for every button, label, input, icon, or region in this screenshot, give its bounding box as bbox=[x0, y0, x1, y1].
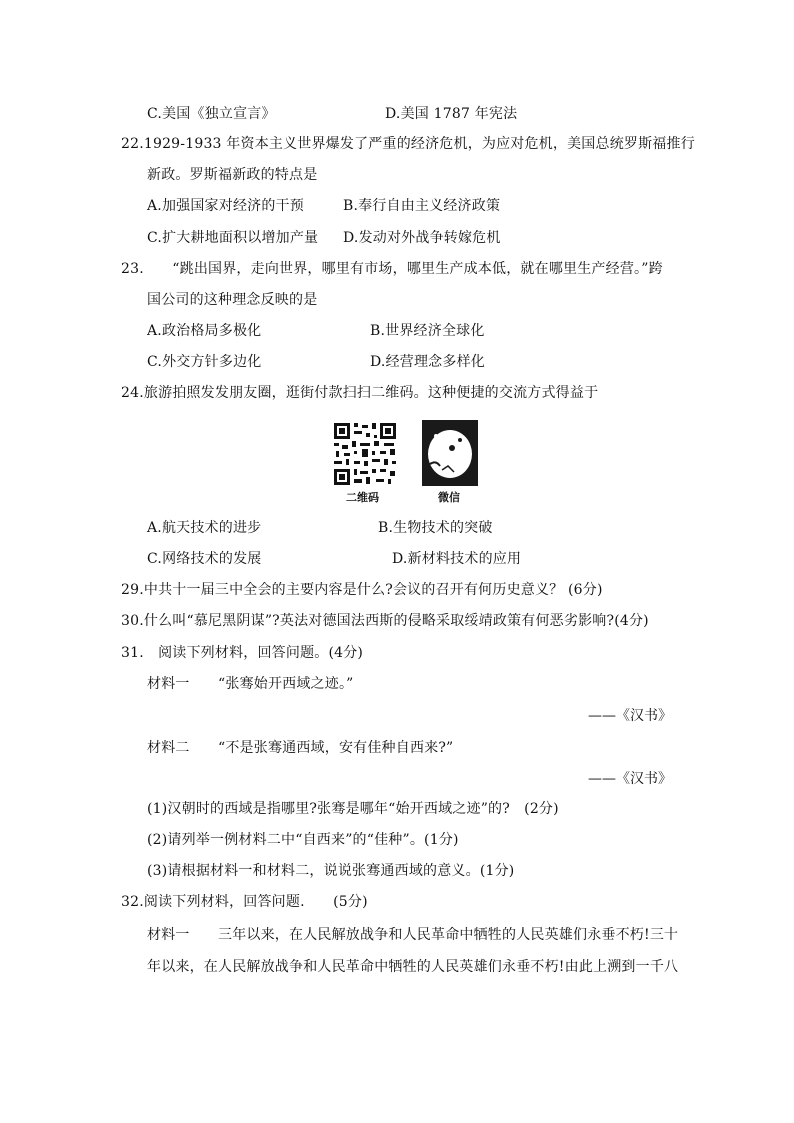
q30-text: 30.什么叫“慕尼黑阴谋”?英法对德国法西斯的侵略采取绥靖政策有何恶劣影响?(4分) bbox=[121, 613, 649, 629]
qr-code-image bbox=[332, 421, 398, 487]
wechat-caption: 微信 bbox=[438, 491, 460, 504]
q23-stem-line2: 国公司的这种理念反映的是 bbox=[147, 292, 318, 308]
q21-option-d: D.美国 1787 年宪法 bbox=[385, 106, 518, 122]
q23-option-a: A.政治格局多极化 bbox=[147, 323, 262, 339]
q31-subquestion-1: (1)汉朝时的西域是指哪里?张骞是哪年“始开西域之迹”的? (2分) bbox=[147, 801, 559, 817]
q23-option-b: B.世界经济全球化 bbox=[370, 323, 485, 339]
q24-option-c: C.网络技术的发展 bbox=[147, 551, 262, 567]
q24-option-a: A.航天技术的进步 bbox=[147, 520, 262, 536]
q31-material-one: 材料一 “张骞始开西域之迹。” bbox=[147, 676, 354, 692]
q32-stem: 32.阅读下列材料，回答问题. (5分) bbox=[121, 894, 368, 910]
q31-subquestion-3: (3)请根据材料一和材料二，说说张骞通西域的意义。(1分) bbox=[147, 863, 515, 879]
q21-option-c: C.美国《独立宣言》 bbox=[147, 106, 276, 122]
wechat-logo-image bbox=[422, 420, 478, 486]
q24-option-b: B.生物技术的突破 bbox=[378, 520, 493, 536]
q31-subquestion-2: (2)请列举一例材料二中“自西来”的“佳种”。(1分) bbox=[147, 832, 459, 848]
q29-text: 29.中共十一届三中全会的主要内容是什么?会议的召开有何历史意义？ (6分) bbox=[121, 582, 603, 598]
q32-material-one-line2: 年以来，在人民解放战争和人民革命中牺牲的人民英雄们永垂不朽!由此上溯到一千八 bbox=[147, 959, 679, 975]
q22-option-d: D.发动对外战争转嫁危机 bbox=[343, 230, 501, 246]
q22-stem-line1: 22.1929-1933 年资本主义世界爆发了严重的经济危机，为应对危机，美国总统罗斯福推行 bbox=[121, 136, 695, 152]
qr-code-caption: 二维码 bbox=[346, 491, 379, 504]
q22-stem-line2: 新政。罗斯福新政的特点是 bbox=[147, 167, 318, 183]
q22-option-b: B.奉行自由主义经济政策 bbox=[343, 198, 501, 214]
q22-option-a: A.加强国家对经济的干预 bbox=[147, 198, 304, 214]
q31-material-one-source: ——《汉书》 bbox=[588, 708, 672, 724]
q22-option-c: C.扩大耕地面积以增加产量 bbox=[147, 230, 319, 246]
q24-stem: 24.旅游拍照发发朋友圈，逛街付款扫扫二维码。这种便捷的交流方式得益于 bbox=[121, 385, 599, 401]
q23-option-c: C.外交方针多边化 bbox=[147, 354, 262, 370]
q23-option-d: D.经营理念多样化 bbox=[370, 354, 485, 370]
q23-stem-line1: 23. “跳出国界，走向世界，哪里有市场，哪里生产成本低，就在哪里生产经营。”跨 bbox=[121, 261, 663, 277]
q31-material-two: 材料二 “不是张骞通西域，安有佳种自西来?” bbox=[147, 740, 454, 756]
q32-material-one-line1: 材料一 三年以来，在人民解放战争和人民革命中牺牲的人民英雄们永垂不朽!三十 bbox=[147, 927, 679, 943]
q24-option-d: D.新材料技术的应用 bbox=[392, 551, 522, 567]
q31-material-two-source: ——《汉书》 bbox=[588, 771, 672, 787]
q31-stem: 31. 阅读下列材料，回答问题。(4分) bbox=[121, 645, 364, 661]
